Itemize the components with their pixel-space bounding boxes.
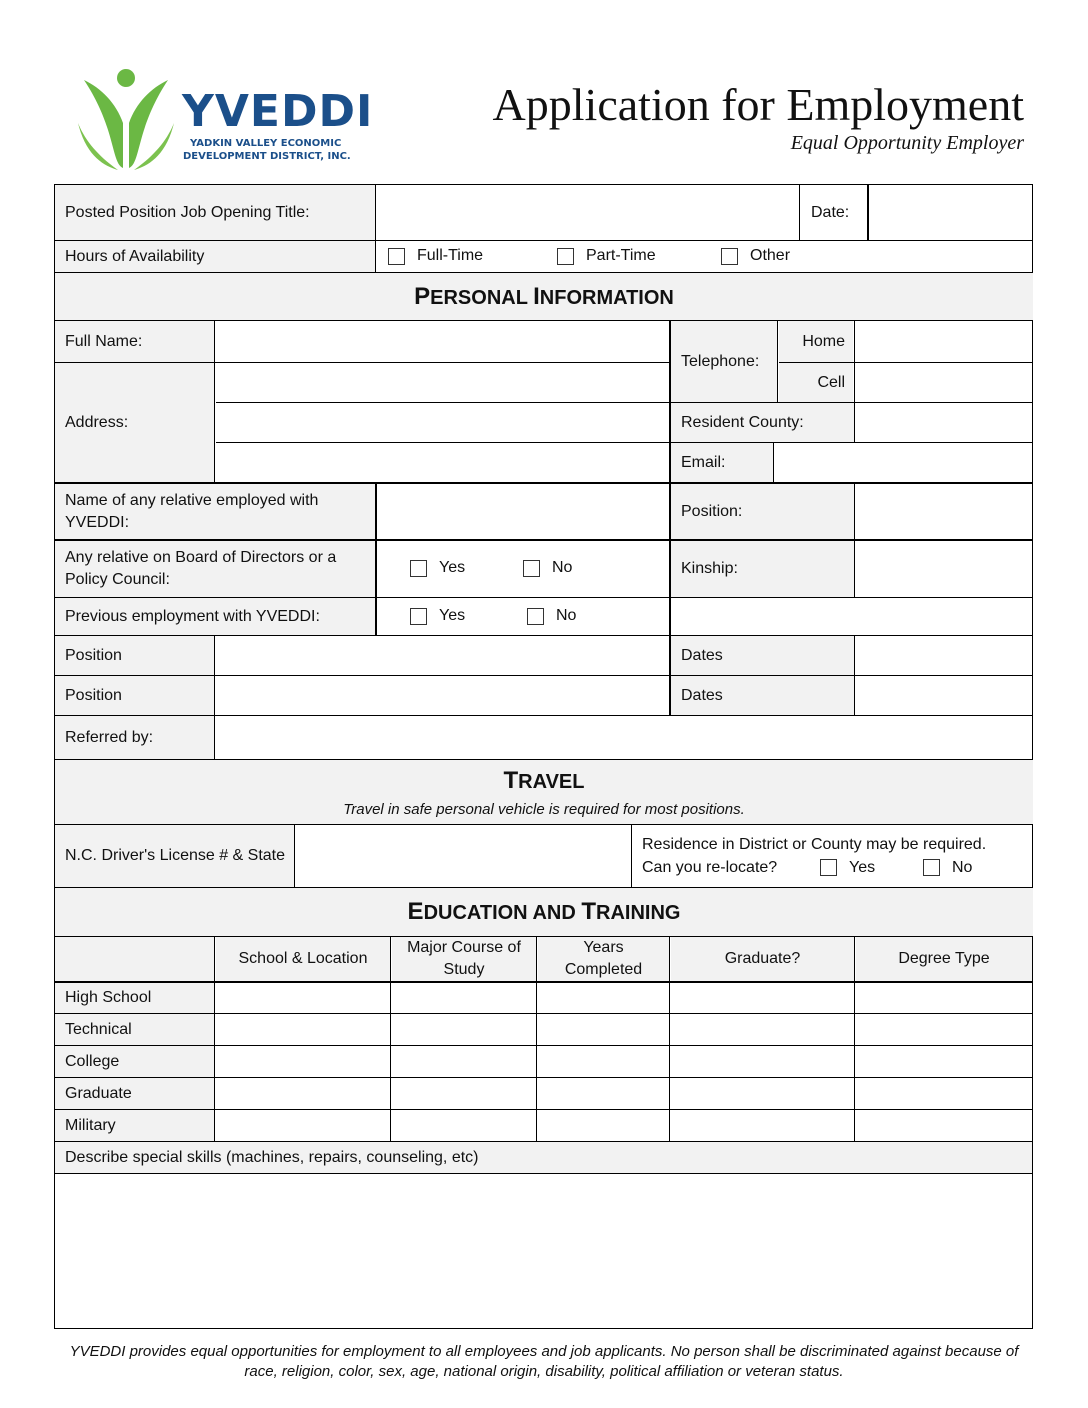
date-label: Date: [811,203,850,221]
relocate-yes-checkbox[interactable] [820,859,837,876]
edu-row-graduate: Graduate [55,1078,214,1109]
education-corner [55,937,214,981]
personal-info-heading: PERSONAL INFORMATION [414,283,674,310]
address-line-1[interactable] [216,363,669,402]
logo-figure-icon [76,68,186,176]
travel-heading: TRAVEL [503,767,585,794]
col-graduate: Graduate? [671,937,854,981]
travel-note: Travel in safe personal vehicle is required for most positions. [343,801,745,818]
cell-label: Cell [779,363,853,402]
resident-county-label: Resident County: [671,403,854,442]
dates-1-field[interactable] [856,636,1032,675]
footer-line-1: YVEDDI provides equal opportunities for employment to all employees and job applicants. No person shall be discriminated against because of [69,1343,1019,1360]
other-checkbox[interactable] [721,248,738,265]
relative-position-label: Position: [671,484,854,539]
edu-row-military: Military [55,1110,214,1141]
relative-employed-label: Name of any relative employed with YVEDDI: [55,484,375,539]
full-name-label: Full Name: [55,321,214,362]
col-years-completed: Years Completed [538,937,669,981]
cell-phone-field[interactable] [856,363,1032,402]
education-heading: EDUCATION AND TRAINING [407,898,681,925]
dates-1-label: Dates [671,636,854,675]
col-degree-type: Degree Type [856,937,1032,981]
resident-county-field[interactable] [856,403,1032,442]
referred-by-label: Referred by: [55,716,214,759]
relative-position-field[interactable] [856,484,1032,539]
address-line-3[interactable] [216,443,669,482]
position-1-field[interactable] [216,636,668,675]
referred-by-field[interactable] [216,716,1032,759]
special-skills-field[interactable] [55,1174,1032,1328]
relative-board-yes-label: Yes [439,559,466,576]
special-skills-label: Describe special skills (machines, repairs, counseling, etc) [55,1142,1032,1173]
relocate-label: Can you re-locate? [642,859,778,876]
footer-line-2: race, religion, color, sex, age, national origin, disability, political affiliation or veteran status. [244,1363,844,1380]
relative-board-yes-checkbox[interactable] [410,560,427,577]
edu-row-technical: Technical [55,1014,214,1045]
address-label: Address: [55,363,214,482]
previous-employment-no-checkbox[interactable] [527,608,544,625]
posted-position-label: Posted Position Job Opening Title: [55,185,375,240]
dates-2-label: Dates [671,676,854,715]
dates-2-field[interactable] [856,676,1032,715]
relative-board-label: Any relative on Board of Directors or a Policy Council: [55,541,375,597]
kinship-label: Kinship: [671,541,854,597]
position-2-label: Position [55,676,214,715]
full-time-label: Full-Time [417,247,484,264]
hours-label: Hours of Availability [55,241,375,272]
previous-employment-label: Previous employment with YVEDDI: [55,598,375,635]
col-school-location: School & Location [216,937,390,981]
part-time-label: Part-Time [586,247,656,264]
home-label: Home [779,321,853,362]
other-label: Other [750,247,791,264]
full-time-checkbox[interactable] [388,248,405,265]
posted-position-field[interactable] [377,185,799,240]
date-field[interactable] [869,185,1032,240]
drivers-license-field[interactable] [296,825,629,887]
logo-wordmark: YVEDDI [182,86,374,137]
previous-employment-no-label: No [556,607,577,624]
kinship-field[interactable] [856,541,1032,597]
telephone-label: Telephone: [671,321,777,402]
drivers-license-label: N.C. Driver's License # & State [55,825,294,887]
edu-row-high-school: High School [55,983,214,1013]
relative-board-no-checkbox[interactable] [523,560,540,577]
relative-board-no-label: No [552,559,573,576]
logo-line-2: DEVELOPMENT DISTRICT, INC. [183,151,351,162]
col-major-course: Major Course of Study [392,937,536,981]
previous-employment-yes-checkbox[interactable] [410,608,427,625]
relocate-no-label: No [952,859,973,876]
page-title: Application for Employment [492,79,1024,130]
residence-note: Residence in District or County may be required. [642,836,987,853]
address-line-2[interactable] [216,403,669,442]
relocate-yes-label: Yes [849,859,876,876]
part-time-checkbox[interactable] [557,248,574,265]
yveddi-logo [76,68,374,178]
position-1-label: Position [55,636,214,675]
email-field[interactable] [775,443,1032,482]
logo-line-1: YADKIN VALLEY ECONOMIC [190,138,342,149]
page-subtitle: Equal Opportunity Employer [790,132,1024,154]
email-label: Email: [671,443,773,482]
relocate-no-checkbox[interactable] [923,859,940,876]
home-phone-field[interactable] [856,321,1032,362]
relative-employed-field[interactable] [377,484,668,539]
full-name-field[interactable] [216,321,669,362]
position-2-field[interactable] [216,676,668,715]
previous-employment-yes-label: Yes [439,607,466,624]
edu-row-college: College [55,1046,214,1077]
